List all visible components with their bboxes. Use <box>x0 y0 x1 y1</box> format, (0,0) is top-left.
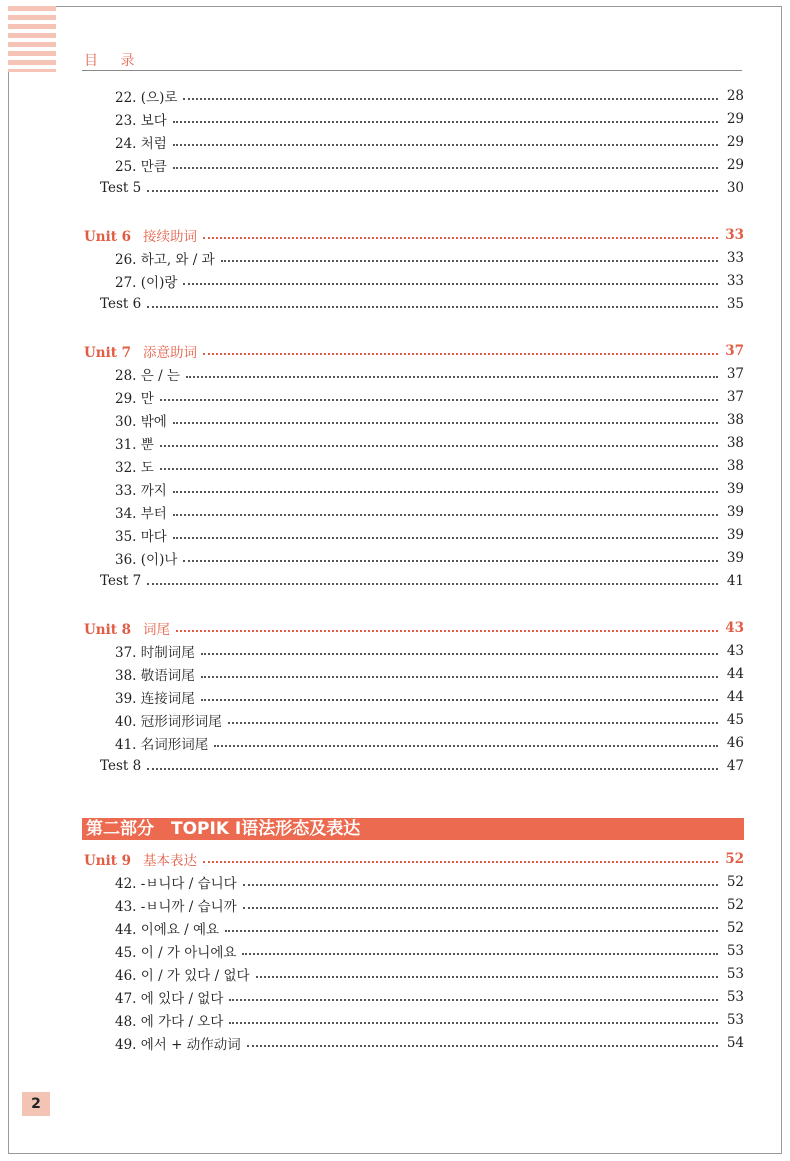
toc-entry <box>0 641 790 661</box>
dot-leader <box>243 884 718 886</box>
entry-label-text: 35. 마다 <box>115 529 167 545</box>
toc-entry <box>0 364 790 384</box>
page-ref: 43 <box>725 620 744 636</box>
entry-label-text: 32. 도 <box>115 460 154 476</box>
dot-leader <box>147 306 718 308</box>
dot-leader <box>242 953 718 955</box>
entry-label-text: Unit 8 <box>84 622 132 638</box>
toc-entry <box>0 733 790 753</box>
entry-label <box>0 86 183 106</box>
dot-leader <box>225 930 718 932</box>
entry-label-text: Test 8 <box>100 758 142 774</box>
dot-leader <box>201 676 718 678</box>
page-ref: 39 <box>726 527 744 543</box>
dot-leader <box>203 353 718 355</box>
page-ref: 44 <box>726 666 744 682</box>
entry-label <box>0 502 173 522</box>
toc-entry <box>0 872 790 892</box>
entry-label-text: 36. (이)나 <box>115 552 178 568</box>
toc-entry <box>0 710 790 730</box>
entry-label <box>0 132 173 152</box>
entry-label <box>0 548 183 568</box>
entry-label-text: 43. -ㅂ니까 / 습니까 <box>115 899 237 915</box>
dot-leader <box>247 1045 718 1047</box>
unit-title: 添意助词 <box>143 345 198 361</box>
dot-leader <box>173 514 718 516</box>
entry-label-text: 25. 만큼 <box>115 159 167 175</box>
page-ref: 29 <box>726 134 744 150</box>
entry-label-text: 26. 하고, 와 / 과 <box>115 252 215 268</box>
page-ref: 39 <box>726 550 744 566</box>
entry-label-text: 31. 뿐 <box>115 437 154 453</box>
entry-label <box>0 479 173 499</box>
toc-entry <box>0 456 790 476</box>
toc-entry <box>0 132 790 152</box>
entry-label <box>0 641 201 661</box>
page-ref: 39 <box>726 504 744 520</box>
entry-label <box>0 387 160 407</box>
toc-entry <box>0 918 790 938</box>
dot-leader <box>147 190 718 192</box>
unit-heading <box>0 849 790 869</box>
page-ref: 52 <box>725 851 744 867</box>
toc-entry <box>0 964 790 984</box>
dot-leader <box>173 167 718 169</box>
dot-leader <box>147 583 718 585</box>
toc-entry <box>0 479 790 499</box>
test-entry <box>0 178 790 198</box>
page-ref: 29 <box>726 157 744 173</box>
unit-title: 基本表达 <box>143 853 198 869</box>
page-ref: 46 <box>726 735 744 751</box>
page-ref: 33 <box>726 250 744 266</box>
entry-label-text: 45. 이 / 가 아니에요 <box>115 945 237 961</box>
toc-entry <box>0 525 790 545</box>
page-ref: 33 <box>726 273 744 289</box>
toc-entry <box>0 86 790 106</box>
entry-label-text: 48. 에 가다 / 오다 <box>115 1014 224 1030</box>
toc-entry <box>0 502 790 522</box>
dot-leader <box>214 745 718 747</box>
entry-label <box>0 296 147 312</box>
dot-leader <box>173 422 718 424</box>
page-ref: 52 <box>726 897 744 913</box>
dot-leader <box>203 861 718 863</box>
entry-label <box>0 987 229 1007</box>
entry-label-text: 47. 에 있다 / 없다 <box>115 991 224 1007</box>
entry-label <box>0 364 186 384</box>
part-two-banner: 第二部分 TOPIK Ⅰ语法形态及表达 <box>82 818 744 840</box>
test-entry <box>0 756 790 776</box>
toc-entry <box>0 941 790 961</box>
dot-leader <box>201 699 718 701</box>
page-ref: 30 <box>726 180 744 196</box>
dot-leader <box>256 976 718 978</box>
page-ref: 45 <box>726 712 744 728</box>
page-ref: 41 <box>726 573 744 589</box>
page-ref: 37 <box>726 366 744 382</box>
test-entry <box>0 294 790 314</box>
entry-label <box>0 410 173 430</box>
entry-label <box>0 525 173 545</box>
page-ref: 53 <box>726 943 744 959</box>
entry-label <box>0 895 243 915</box>
page-ref: 44 <box>726 689 744 705</box>
dot-leader <box>243 907 718 909</box>
entry-label-text: 38. 敬语词尾 <box>115 668 195 684</box>
page-ref: 52 <box>726 920 744 936</box>
dot-leader <box>173 144 718 146</box>
dot-leader <box>176 630 718 632</box>
entry-label-text: 40. 冠形词形词尾 <box>115 714 222 730</box>
toc-entry <box>0 1033 790 1053</box>
page-ref: 53 <box>726 966 744 982</box>
entry-label <box>0 109 173 129</box>
unit-title: 词尾 <box>143 622 171 638</box>
entry-label-text: 27. (이)랑 <box>115 275 178 291</box>
entry-label-text: 49. 에서 + 动作动词 <box>115 1037 241 1053</box>
unit-heading <box>0 341 790 361</box>
page-ref: 33 <box>725 227 744 243</box>
page-ref: 38 <box>726 435 744 451</box>
entry-label <box>0 758 147 774</box>
toc-entry <box>0 271 790 291</box>
entry-label-text: Unit 7 <box>84 345 132 361</box>
unit-heading <box>0 618 790 638</box>
dot-leader <box>228 722 718 724</box>
dot-leader <box>203 237 718 239</box>
page-ref: 39 <box>726 481 744 497</box>
entry-label-text: 37. 时制词尾 <box>115 645 195 661</box>
dot-leader <box>201 653 718 655</box>
dot-leader <box>160 445 718 447</box>
unit-title: 接续助词 <box>143 229 198 245</box>
dot-leader <box>229 1022 718 1024</box>
entry-label-text: 46. 이 / 가 있다 / 없다 <box>115 968 250 984</box>
entry-label <box>0 872 243 892</box>
entry-label <box>0 271 183 291</box>
page-ref: 43 <box>726 643 744 659</box>
entry-label <box>0 664 201 684</box>
entry-label <box>0 433 160 453</box>
toc-entry <box>0 433 790 453</box>
entry-label-text: 23. 보다 <box>115 113 167 129</box>
dot-leader <box>183 98 718 100</box>
toc-entry <box>0 410 790 430</box>
dot-leader <box>173 121 718 123</box>
entry-label <box>0 964 256 984</box>
dot-leader <box>183 560 718 562</box>
dot-leader <box>160 468 718 470</box>
entry-label <box>0 849 203 869</box>
entry-label <box>0 248 221 268</box>
test-entry <box>0 571 790 591</box>
dot-leader <box>160 399 718 401</box>
entry-label <box>0 687 201 707</box>
dot-leader <box>183 283 718 285</box>
unit-heading <box>0 225 790 245</box>
entry-label-text: 30. 밖에 <box>115 414 167 430</box>
entry-label-text: Test 7 <box>100 573 142 589</box>
entry-label <box>0 941 242 961</box>
entry-label <box>0 180 147 196</box>
entry-label-text: 28. 은 / 는 <box>115 368 180 384</box>
toc-entry <box>0 155 790 175</box>
entry-label <box>0 733 214 753</box>
toc-entry <box>0 687 790 707</box>
entry-label <box>0 618 176 638</box>
page-ref: 35 <box>726 296 744 312</box>
page-ref: 29 <box>726 111 744 127</box>
page-ref: 38 <box>726 458 744 474</box>
dot-leader <box>173 537 718 539</box>
entry-label <box>0 341 203 361</box>
header-divider <box>82 70 742 71</box>
page-ref: 52 <box>726 874 744 890</box>
entry-label <box>0 1033 247 1053</box>
entry-label <box>0 918 225 938</box>
page-ref: 47 <box>726 758 744 774</box>
entry-label <box>0 155 173 175</box>
page-ref: 38 <box>726 412 744 428</box>
page-ref: 37 <box>726 389 744 405</box>
dot-leader <box>186 376 718 378</box>
entry-label-text: 22. (으)로 <box>115 90 178 106</box>
entry-label <box>0 710 228 730</box>
toc-entry <box>0 987 790 1007</box>
toc-entry <box>0 109 790 129</box>
entry-label <box>0 1010 229 1030</box>
toc-entry <box>0 248 790 268</box>
page-number: 2 <box>22 1092 50 1116</box>
entry-label-text: 29. 만 <box>115 391 154 407</box>
entry-label-text: 34. 부터 <box>115 506 167 522</box>
toc-entry <box>0 664 790 684</box>
entry-label-text: Unit 6 <box>84 229 132 245</box>
entry-label <box>0 573 147 589</box>
entry-label-text: 44. 이에요 / 예요 <box>115 922 220 938</box>
entry-label-text: Unit 9 <box>84 853 132 869</box>
toc-entry <box>0 895 790 915</box>
page-ref: 28 <box>726 88 744 104</box>
entry-label-text: 33. 까지 <box>115 483 167 499</box>
dot-leader <box>147 768 718 770</box>
decorative-stripes <box>8 6 56 72</box>
toc-entry <box>0 387 790 407</box>
toc-entry <box>0 548 790 568</box>
dot-leader <box>229 999 718 1001</box>
page-ref: 37 <box>725 343 744 359</box>
dot-leader <box>173 491 718 493</box>
entry-label-text: Test 6 <box>100 296 142 312</box>
toc-entry <box>0 1010 790 1030</box>
entry-label <box>0 225 203 245</box>
dot-leader <box>221 260 718 262</box>
entry-label-text: 42. -ㅂ니다 / 습니다 <box>115 876 237 892</box>
page-ref: 53 <box>726 1012 744 1028</box>
entry-label <box>0 456 160 476</box>
page-ref: 54 <box>726 1035 744 1051</box>
page-ref: 53 <box>726 989 744 1005</box>
entry-label-text: 24. 처럼 <box>115 136 167 152</box>
entry-label-text: 39. 连接词尾 <box>115 691 195 707</box>
page-header-title: 目 录 <box>84 53 144 69</box>
entry-label-text: 41. 名词形词尾 <box>115 737 209 753</box>
entry-label-text: Test 5 <box>100 180 142 196</box>
